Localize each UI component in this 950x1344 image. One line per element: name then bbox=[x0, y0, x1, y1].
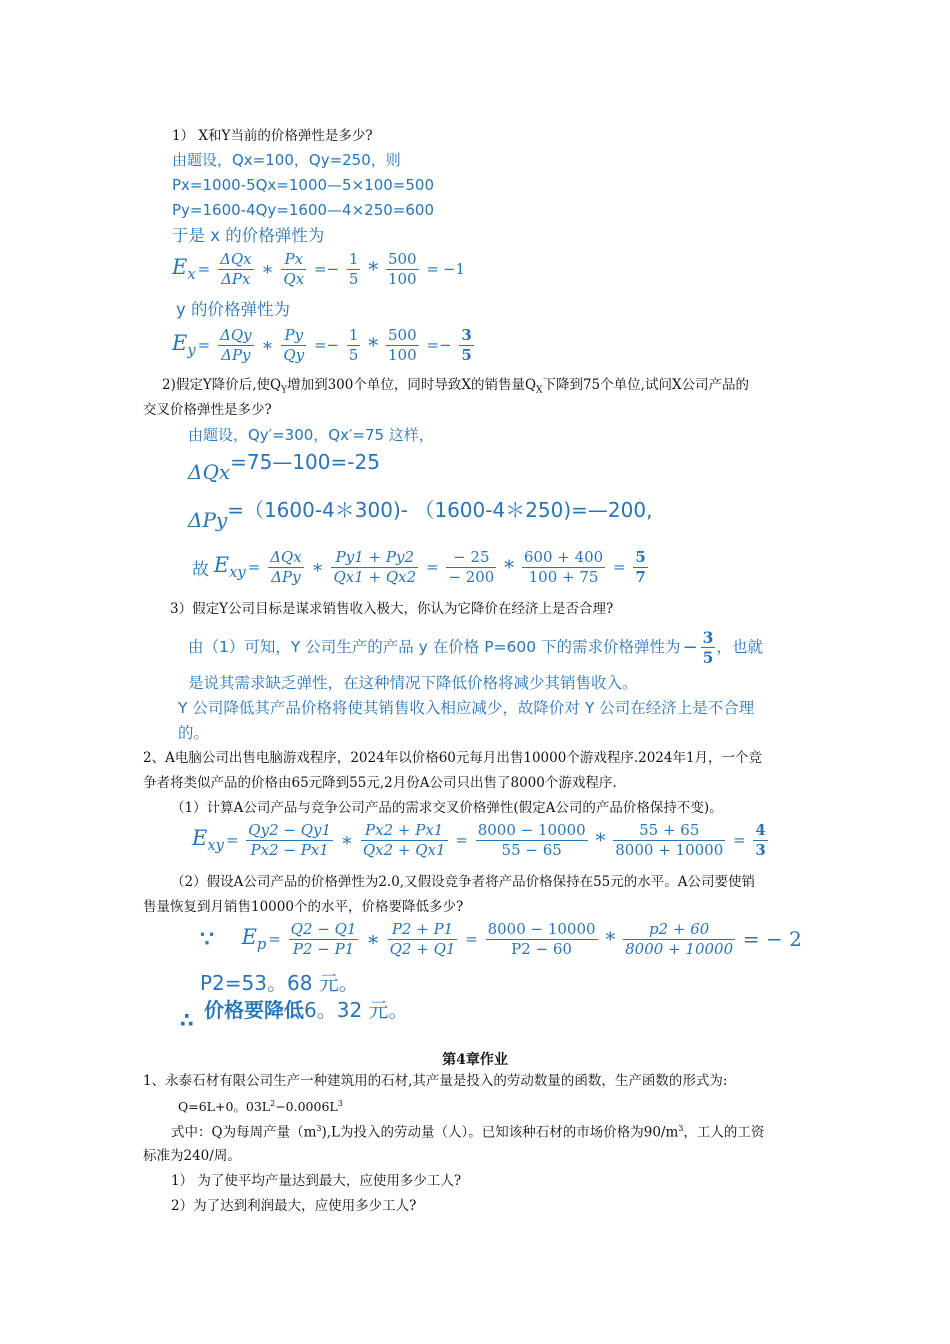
ch4-subq2: 2）为了达到利润最大，应使用多少工人? bbox=[171, 1198, 417, 1214]
q3-question: 3）假定Y公司目标是谋求销售收入极大，你认为它降价在经济上是否合理? bbox=[170, 601, 614, 617]
q1-line4: 于是 x 的价格弹性为 bbox=[172, 226, 325, 245]
q2-line1: 由题设，Qy′=300，Qx′=75 这样， bbox=[188, 426, 434, 444]
q1-line5: y 的价格弹性为 bbox=[176, 300, 291, 319]
q1-line1: 由题设，Qx=100，Qy=250，则 bbox=[172, 151, 401, 169]
p2-sub1: （1）计算A公司产品与竞争公司产品的需求交叉价格弹性(假定A公司的产品价格保持不变)。 bbox=[171, 800, 723, 816]
p2-sub2-line2: 售量恢复到月销售10000个的水平，价格要降低多少? bbox=[143, 899, 464, 915]
exy-formula-p2: $E_{xy}$ = $\frac{Qy2 - Qy1}{Px2 - Px1}$ ∗ $\frac{Px2 + Px1}{Qx2 + Qx1}$ = $\frac{8000 - 10000}{55 - 65}$ * $\frac{55 + 65}{8000 + 10000}$ = $\frac{4}{3}$ bbox=[192, 821, 766, 859]
therefore-symbol: ∴ bbox=[180, 1008, 194, 1032]
dqx-line: ΔQx=75—100=-25 bbox=[188, 450, 380, 484]
q1-line3: Py=1600-4Qy=1600—4×250=600 bbox=[172, 201, 434, 219]
q1-question: 1） X和Y当前的价格弹性是多少? bbox=[172, 128, 373, 144]
ey-formula: $E_y$ = $\frac{\text{ΔQy}}{\text{ΔPy}}$ ∗ $\frac{Py}{Qy}$ =− $\frac{1}{5}$ * $\frac{500}{100}$ =− $\frac{3}{5}$ bbox=[172, 326, 472, 364]
q3-line2: 是说其需求缺乏弹性，在这种情况下降低价格将减少其销售收入。 bbox=[188, 674, 638, 692]
q1-line2: Px=1000-5Qx=1000—5×100=500 bbox=[172, 176, 434, 194]
ch4-formula: Q=6L+0。$03L^2-0.0006L^3$ bbox=[178, 1099, 343, 1115]
ch4-desc-line2: 标准为240/周。 bbox=[143, 1148, 241, 1164]
q3-line1: 由（1）可知，Y 公司生产的产品 y 在价格 P=600 下的需求价格弹性为 − $\frac{3}{5}$ ，也就 bbox=[188, 628, 763, 668]
q3-line4: 的。 bbox=[178, 724, 210, 742]
q2-question-line1: 2)假定Y降价后,使$Q_Y$增加到300个单位，同时导致X的销售量$Q_X$下降到75个单位,试问X公司产品的 bbox=[162, 377, 750, 396]
p2-sub2-line1: （2）假设A公司产品的价格弹性为2.0,又假设竞争者将产品价格保持在55元的水平。A公司要使销 bbox=[171, 874, 756, 890]
exy-formula-q2: 故 $E_{xy}$ = $\frac{\text{ΔQx}}{\text{ΔPy}}$ ∗ $\frac{Py1 + Py2}{Qx1 + Qx2}$ = $\frac{- 25}{- 200}$ * $\frac{600 + 400}{100 + 75}$ = $\frac{5}{7}$ bbox=[192, 548, 646, 586]
chapter-heading: 第4章作业 bbox=[442, 1052, 508, 1068]
ch4-desc-line1: 式中：Q为每周产量$(m^3),L$为投入的劳动量（人）。已知该种石材的市场价格为$90/m^3$，工人的工资 bbox=[171, 1124, 765, 1141]
dpy-line: ΔPy=（1600-4＊300)- （1600-4＊250)=—200, bbox=[188, 498, 653, 532]
p2-intro-line2: 争者将类似产品的价格由65元降到55元,2月份A公司只出售了8000个游戏程序. bbox=[143, 775, 617, 791]
p2-result: P2=53。68 元。 bbox=[200, 971, 359, 995]
p2-intro-line1: 2、A电脑公司出售电脑游戏程序，2024年以价格60元每月出售10000个游戏程序.2024年1月，一个竞 bbox=[143, 750, 763, 766]
q2-question-line2: 交叉价格弹性是多少? bbox=[143, 402, 272, 418]
ex-formula: $E_x$ = $\frac{\text{ΔQx}}{\text{ΔPx}}$ ∗ $\frac{Px}{Qx}$ =− $\frac{1}{5}$ * $\frac{500}{100}$ = −1 bbox=[172, 250, 466, 288]
p2-final: 价格要降低6。32 元。 bbox=[204, 998, 409, 1022]
ch4-q1-line1: 1、永泰石材有限公司生产一种建筑用的石材,其产量是投入的劳动数量的函数，生产函数的形式为: bbox=[143, 1073, 728, 1089]
q3-line3: Y 公司降低其产品价格将使其销售收入相应减少，故降价对 Y 公司在经济上是不合理 bbox=[178, 699, 755, 717]
ep-formula: ∵ $E_p$ = $\frac{Q2 - Q1}{P2 - P1}$ ∗ $\frac{P2 + P1}{Q2 + Q1}$ = $\frac{8000 - 10000}{P2 - 60}$ * $\frac{p2 + 60}{8000 + 10000}$ = − 2 bbox=[200, 920, 802, 958]
ch4-subq1: 1） 为了使平均产量达到最大，应使用多少工人? bbox=[171, 1173, 462, 1189]
